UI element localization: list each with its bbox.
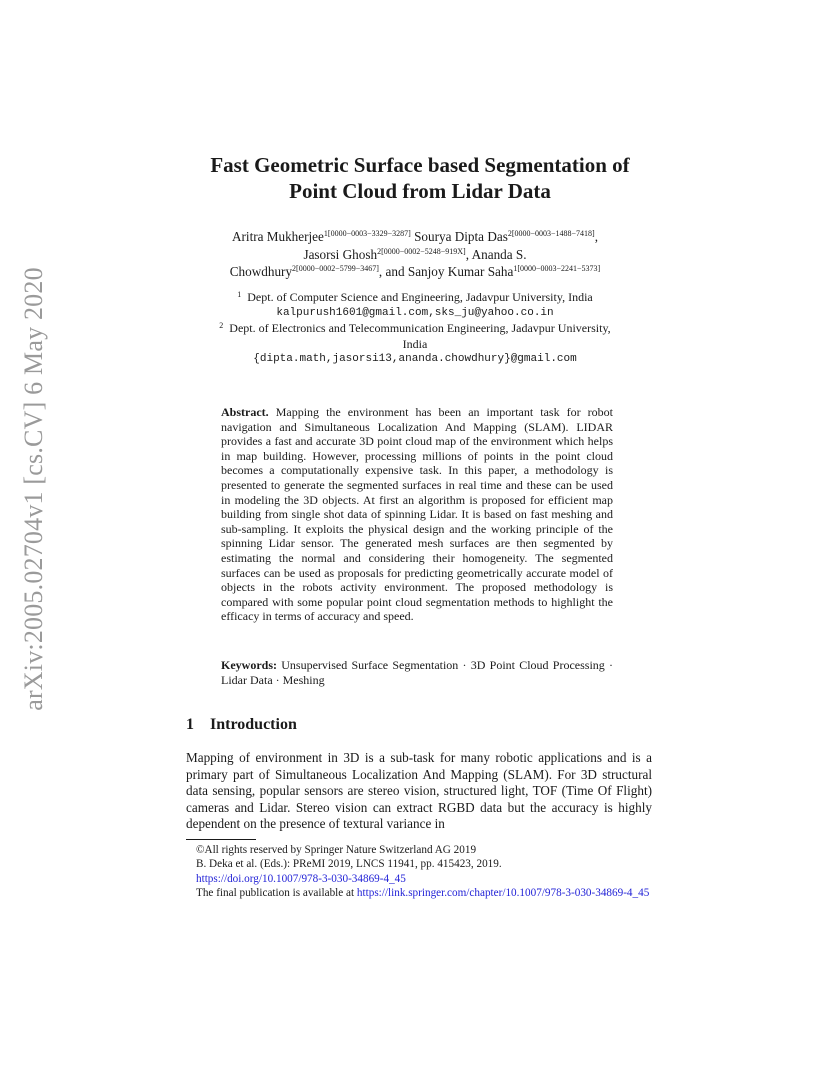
title-line-2: Point Cloud from Lidar Data — [289, 179, 551, 203]
author-orcid: 2[0000−0002−5248−919X] — [377, 246, 466, 256]
author-line-3 — [175, 263, 655, 281]
footnote-copyright: ©All rights reserved by Springer Nature Switzerland AG 2019 — [196, 844, 477, 856]
abstract-text: Mapping the environment has been an important task for robot navigation and Simultaneous Localization And Mapping (SLAM). LIDAR provides a fast and accurate 3D point cloud map of the environment which helps in map building. However, processing millions of points in the point cloud becomes a computationally expensive task. In this paper, a methodology is presented to generate the segmented surfaces in real time and these can be used in modeling the 3D objects. At first an algorithm is proposed for efficient map building from single shot data of spinning Lidar. It is based on fast meshing and sub-sampling. It exploits the physical design and the working principle of the spinning Lidar sensor. The generated mesh surfaces are then segmented by estimating the normal and considering their homogeneity. The segmented surfaces can be used as proposals for predicting geometrically accurate model of objects in the robots activity environment. The proposed methodology is compared with some popular point cloud segmentation methods to highlight the efficacy in terms of accuracy and speed. — [221, 405, 613, 624]
intro-paragraph: Mapping of environment in 3D is a sub-task for many robotic applications and is a primary part of Simultaneous Localization And Mapping (SLAM). For 3D structural data sensing, popular sensors are stereo vision, structured light, TOF (Time Of Flight) cameras and Lidar. Stereo vision can extract RGBD data but the accuracy is highly dependent on the presence of textural variance in — [186, 750, 652, 832]
footnote-final-publication — [196, 886, 796, 900]
author-name: Aritra Mukherjee — [231, 229, 324, 244]
section-title: Introduction — [210, 716, 297, 733]
abstract-label: Abstract. — [221, 405, 269, 419]
affiliation-text: Dept. of Electronics and Telecommunication Engineering, Jadavpur University, — [229, 321, 611, 335]
author-name: Sourya Dipta Das — [414, 229, 508, 244]
affiliation-mark: 1 — [237, 290, 242, 299]
keywords — [221, 658, 613, 687]
author-orcid: 2[0000−0003−1488−7418] — [507, 229, 595, 238]
footnote — [196, 843, 796, 901]
section-heading — [186, 716, 297, 734]
doi-link[interactable]: https://doi.org/10.1007/978-3-030-34869-4_45 — [196, 872, 406, 885]
paper-title — [100, 152, 740, 204]
author-line-1: Aritra Mukherjee$^{1[0000-0003-3329-3287]}$ Sourya Dipta Das$^{2[0000-0003-1488-7418]}$, — [231, 229, 599, 244]
author-line-2: Jasorsi Ghosh$^{2[0000-0002-5248-919X]}$, Ananda S. — [303, 246, 527, 262]
affiliation-text: Dept. of Computer Science and Engineering, Jadavpur University, India — [247, 290, 593, 304]
author-list — [175, 228, 655, 281]
author-conjunction: , and — [378, 264, 405, 279]
footnote-citation: B. Deka et al. (Eds.): PReMI 2019, LNCS 11941, pp. 415423, 2019. — [196, 858, 502, 871]
springer-link[interactable]: https://link.springer.com/chapter/10.1007/978-3-030-34869-4_45 — [356, 887, 650, 900]
title-line-1: Fast Geometric Surface based Segmentation of — [210, 153, 630, 177]
arxiv-sidebar-stamp — [16, 246, 52, 732]
affiliation-2-country: India — [402, 336, 428, 351]
author-orcid: 2[0000−0002−5799−3467] — [292, 264, 379, 273]
author-name: Chowdhury — [229, 264, 293, 279]
keywords-text: Unsupervised Surface Segmentation · 3D Point Cloud Processing · Lidar Data · Meshing — [221, 658, 613, 687]
arxiv-id: arXiv:2005.02704v1 [cs.CV] 6 May 2020 — [19, 267, 48, 711]
affiliations — [175, 290, 655, 368]
affiliation-2-email: {dipta.math,jasorsi13,ananda.chowdhury}@gmail.com — [253, 353, 577, 365]
author-orcid: 1[0000−0003−2241−5373] — [513, 264, 601, 273]
abstract — [221, 405, 613, 624]
author-name: Ananda S. — [471, 246, 527, 262]
author-name: Sanjoy Kumar Saha — [407, 264, 514, 279]
affiliation-mark: 2 — [219, 321, 224, 330]
author-orcid: 1[0000−0003−3329−3287] — [323, 229, 411, 238]
affiliation-2 — [175, 321, 655, 337]
final-prefix: The final publication is available at — [196, 887, 355, 900]
affiliation-1-email: kalpurush1601@gmail.com,sks_ju@yahoo.co.in — [276, 306, 554, 319]
keywords-label: Keywords: — [221, 658, 277, 672]
author-name: Jasorsi Ghosh — [303, 246, 378, 262]
affiliation-1 — [175, 290, 655, 306]
footnote-rule — [186, 839, 256, 840]
section-number: 1 — [186, 716, 194, 733]
